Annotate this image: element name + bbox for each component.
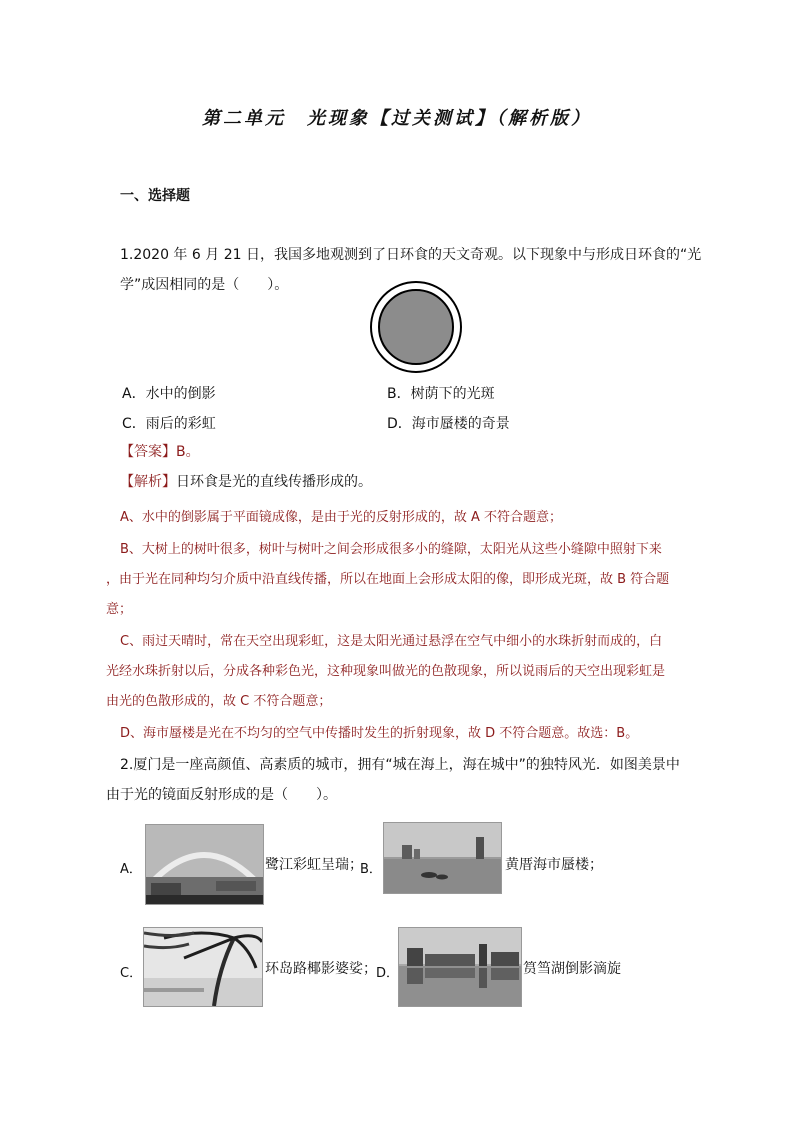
explain-c-line1: C、雨过天晴时，常在天空出现彩虹，这是太阳光通过悬浮在空气中细小的水珠折射而成的，白 [120, 634, 663, 649]
q2-marker-c: C． [120, 966, 143, 981]
q2-marker-a: A． [120, 862, 142, 877]
q2-caption-c: 环岛路椰影婆娑； [265, 961, 377, 977]
explain-b-line1: B、大树上的树叶很多，树叶与树叶之间会形成很多小的缝隙，太阳光从这些小缝隙中照射下来 [120, 542, 662, 557]
q2-stem-line2: 由于光的镜面反射形成的是（ ）。 [106, 787, 337, 803]
q1-stem-line1: 1.2020 年 6 月 21 日，我国多地观测到了日环食的天文奇观。以下现象中与形成日环食的“光 [120, 247, 702, 263]
analysis-label: 【解析】 [120, 474, 176, 490]
q2-marker-b: B． [360, 862, 382, 877]
explain-c-line2: 光经水珠折射以后，分成各种彩色光，这种现象叫做光的色散现象，所以说雨后的天空出现彩虹是 [106, 664, 666, 679]
explain-b-line2: ，由于光在同种均匀介质中沿直线传播，所以在地面上会形成太阳的像，即形成光斑，故 B 符合题 [106, 572, 670, 587]
q2-caption-d: 筼筜湖倒影滴旋 [523, 961, 621, 977]
q2-caption-b: 黄厝海市蜃楼； [505, 857, 603, 873]
lake-reflection-photo [398, 927, 522, 1007]
q1-option-c: C．雨后的彩虹 [122, 416, 216, 432]
palm-photo [143, 927, 263, 1007]
q1-option-d: D．海市蜃楼的奇景 [387, 416, 510, 432]
q2-caption-a: 鹭江彩虹呈瑞； [265, 857, 363, 873]
mirage-photo [383, 822, 502, 894]
analysis-main: 日环食是光的直线传播形成的。 [176, 474, 372, 490]
explain-a: A、水中的倒影属于平面镜成像，是由于光的反射形成的，故 A 不符合题意； [120, 510, 563, 525]
explain-b-line3: 意； [106, 602, 133, 617]
q1-stem-line2: 学”成因相同的是（ ）。 [120, 277, 289, 293]
rainbow-photo [145, 824, 264, 905]
q1-option-b: B．树荫下的光斑 [387, 386, 495, 402]
section-heading: 一、选择题 [120, 188, 190, 204]
q2-marker-d: D． [376, 966, 400, 981]
explain-c-line3: 由光的色散形成的，故 C 不符合题意； [106, 694, 332, 709]
q1-option-a: A．水中的倒影 [122, 386, 216, 402]
page-title: 第二单元 光现象【过关测试】（解析版） [202, 108, 592, 129]
explain-d: D、海市蜃楼是光在不均匀的空气中传播时发生的折射现象，故 D 不符合题意。故选：B。 [120, 726, 639, 741]
q2-stem-line1: 2.厦门是一座高颜值、高素质的城市，拥有“城在海上，海在城中”的独特风光．如图美景中 [120, 757, 680, 773]
q1-answer: 【答案】B。 [120, 444, 200, 460]
eclipse-figure [368, 279, 464, 375]
